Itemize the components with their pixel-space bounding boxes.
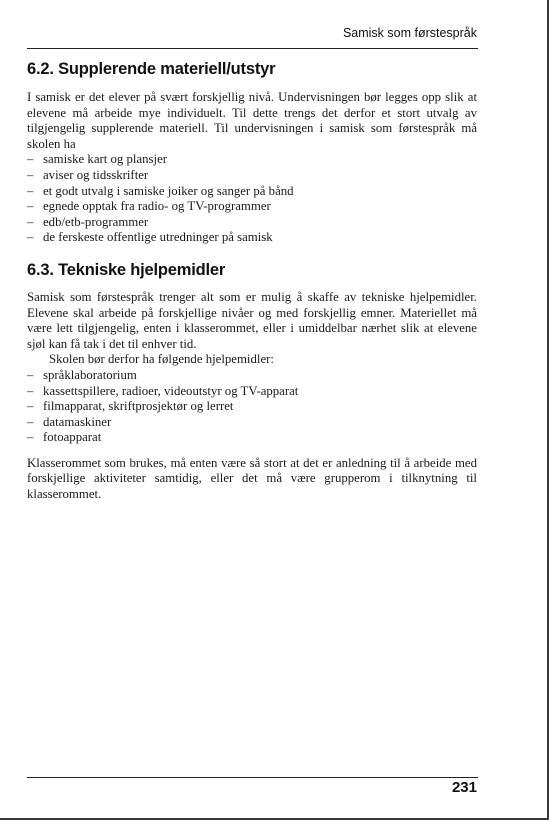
section-6-3-list bbox=[27, 368, 477, 446]
running-header: Samisk som førstespråk bbox=[342, 26, 477, 40]
page-content bbox=[27, 60, 477, 503]
list-item: – de ferskeste offentlige utredninger på samisk bbox=[27, 230, 477, 246]
section-6-2-paragraph: I samisk er det elever på svært forskjellig nivå. Undervisningen bør legges opp slik at elevene må arbeide mye individuelt. Til dette trengs det derfor et stort utvalg av tilgjengelig supplerende materiell. Til undervisningen i samisk som førstespråk må skolen ha bbox=[27, 90, 477, 151]
list-item: – aviser og tidsskrifter bbox=[27, 168, 477, 184]
page-number: 231 bbox=[451, 779, 477, 796]
list-item: – kassettspillere, radioer, videoutstyr og TV-apparat bbox=[27, 384, 477, 400]
section-6-3-paragraph-2: Skolen bør derfor ha følgende hjelpemidler: bbox=[49, 352, 274, 367]
list-item: – et godt utvalg i samiske joiker og sanger på bånd bbox=[27, 184, 477, 200]
footer-rule bbox=[27, 777, 478, 778]
header-rule bbox=[27, 48, 478, 49]
list-item: – edb/etb-programmer bbox=[27, 215, 477, 231]
list-item: – fotoapparat bbox=[27, 430, 477, 446]
list-item: – språklaboratorium bbox=[27, 368, 477, 384]
paragraph-gap bbox=[27, 446, 477, 456]
section-6-3-paragraph-3: Klasserommet som brukes, må enten være så stort at det er anledning til å arbeide med forskjellige aktiviteter samtidig, eller det må være grupperom i tilknytning til klasserommet. bbox=[27, 455, 477, 502]
section-6-2-heading: 6.2. Supplerende materiell/utstyr bbox=[27, 60, 276, 78]
list-item: – egnede opptak fra radio- og TV-programmer bbox=[27, 199, 477, 215]
section-6-3-heading: 6.3. Tekniske hjelpemidler bbox=[27, 260, 226, 279]
section-6-3-paragraph-1: Samisk som førstespråk trenger alt som er mulig å skaffe av tekniske hjelpemidler. Elevene skal arbeide på forskjellige nivåer og med forskjellig emner. Materiellet må være lett tilgjengelig, enten i klasserommet, eller i umiddelbar nærhet slik at elevene sjøl kan få tak i det til enhver tid. bbox=[27, 289, 477, 351]
list-item: – datamaskiner bbox=[27, 415, 477, 431]
section-6-2-list bbox=[27, 152, 477, 246]
list-item: – filmapparat, skriftprosjektør og lerret bbox=[27, 399, 477, 415]
list-item: – samiske kart og plansjer bbox=[27, 152, 477, 168]
